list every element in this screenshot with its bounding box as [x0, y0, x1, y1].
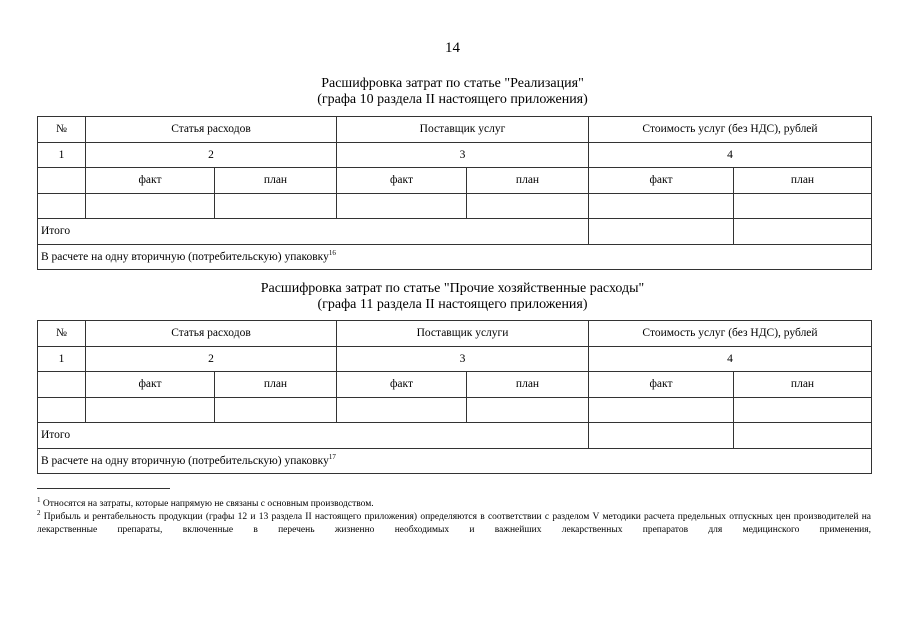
- realization-costs-table: [37, 116, 872, 270]
- section-2-title: [0, 281, 905, 313]
- plan-label: план: [467, 168, 589, 194]
- section-2-title-line-2: (графа 11 раздела II настоящего приложения): [317, 297, 588, 312]
- column-number-row: [38, 346, 872, 372]
- page-number: 14: [445, 40, 460, 56]
- column-number: 2: [86, 142, 337, 168]
- header-supplier: Поставщик услуг: [337, 117, 589, 143]
- section-1-title-line-1: Расшифровка затрат по статье "Реализация": [321, 76, 584, 91]
- footnote: [37, 495, 871, 511]
- footnote-mark: 2: [37, 508, 41, 517]
- empty-cell: [467, 397, 589, 423]
- empty-cell: [589, 397, 734, 423]
- plan-label: план: [734, 168, 872, 194]
- empty-cell: [38, 397, 86, 423]
- empty-cell: [215, 193, 337, 219]
- fact-label: факт: [337, 372, 467, 398]
- empty-cell: [734, 397, 872, 423]
- fact-label: факт: [589, 168, 734, 194]
- footnote-separator: [37, 488, 170, 489]
- header-num: №: [38, 117, 86, 143]
- plan-label: план: [467, 372, 589, 398]
- empty-cell: [589, 219, 734, 245]
- section-1-title-line-2: (графа 10 раздела II настоящего приложения): [317, 92, 588, 107]
- empty-cell: [38, 168, 86, 194]
- empty-cell: [734, 193, 872, 219]
- header-expense-item: Статья расходов: [86, 117, 337, 143]
- footnote-text: Прибыль и рентабельность продукции (графы 12 и 13 раздела II настоящего приложения) определяются в соответствии с разделом V методики расчета предельных отпускных цен производителей на лекарственные препараты, включенные в перечень жизненно необходимых и важнейших лекарственных препаратов для медицинского применения,: [37, 512, 871, 535]
- per-package-row: [38, 244, 872, 270]
- total-row: [38, 219, 872, 245]
- fact-label: факт: [86, 372, 215, 398]
- empty-cell: [734, 219, 872, 245]
- fact-plan-row: [38, 372, 872, 398]
- fact-label: факт: [337, 168, 467, 194]
- table-header-row: [38, 321, 872, 347]
- section-2-title-line-1: Расшифровка затрат по статье "Прочие хозяйственные расходы": [260, 281, 645, 296]
- fact-label: факт: [86, 168, 215, 194]
- footnote-mark: 1: [37, 495, 41, 504]
- plan-label: план: [215, 168, 337, 194]
- table-row: [38, 193, 872, 219]
- empty-cell: [734, 423, 872, 449]
- fact-plan-row: [38, 168, 872, 194]
- header-supplier: Поставщик услуги: [337, 321, 589, 347]
- empty-cell: [215, 397, 337, 423]
- column-number: 3: [337, 346, 589, 372]
- footnote-text: Относятся на затраты, которые напрямую не связаны с основным производством.: [40, 499, 374, 509]
- total-row: [38, 423, 872, 449]
- empty-cell: [467, 193, 589, 219]
- column-number: 2: [86, 346, 337, 372]
- table-row: [38, 397, 872, 423]
- empty-cell: [337, 193, 467, 219]
- empty-cell: [38, 193, 86, 219]
- plan-label: план: [734, 372, 872, 398]
- empty-cell: [589, 423, 734, 449]
- footnote-ref: 16: [328, 248, 336, 257]
- column-number: 4: [589, 346, 872, 372]
- empty-cell: [38, 372, 86, 398]
- empty-cell: [589, 193, 734, 219]
- footnote-ref: 17: [328, 452, 336, 461]
- plan-label: план: [215, 372, 337, 398]
- header-num: №: [38, 321, 86, 347]
- other-household-costs-table: [37, 320, 872, 474]
- empty-cell: [337, 397, 467, 423]
- per-package-label: В расчете на одну вторичную (потребительскую) упаковку: [41, 250, 329, 263]
- per-package-label: В расчете на одну вторичную (потребительскую) упаковку: [41, 454, 329, 467]
- column-number-row: [38, 142, 872, 168]
- header-expense-item: Статья расходов: [86, 321, 337, 347]
- section-1-title: [0, 76, 905, 108]
- header-cost: Стоимость услуг (без НДС), рублей: [589, 117, 872, 143]
- fact-label: факт: [589, 372, 734, 398]
- column-number: 1: [38, 142, 86, 168]
- per-package-row: [38, 448, 872, 474]
- column-number: 4: [589, 142, 872, 168]
- empty-cell: [86, 397, 215, 423]
- column-number: 1: [38, 346, 86, 372]
- per-package-cell: [38, 448, 872, 474]
- footnote: [37, 508, 871, 537]
- header-cost: Стоимость услуг (без НДС), рублей: [589, 321, 872, 347]
- table-header-row: [38, 117, 872, 143]
- footnotes: [37, 495, 871, 537]
- empty-cell: [86, 193, 215, 219]
- total-label: Итого: [38, 219, 589, 245]
- per-package-cell: [38, 244, 872, 270]
- column-number: 3: [337, 142, 589, 168]
- total-label: Итого: [38, 423, 589, 449]
